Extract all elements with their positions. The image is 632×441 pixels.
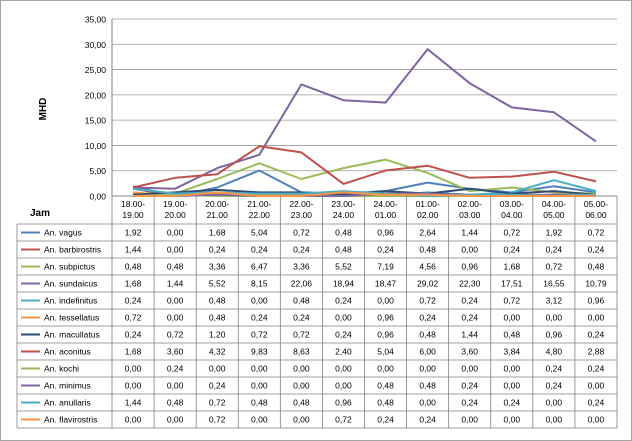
data-label: 1,44 [124,397,142,408]
data-label: 0,72 [335,414,352,425]
category-label: 05.00 [543,210,565,220]
data-label: 5,04 [377,346,394,357]
data-label: 4,80 [545,346,563,357]
data-label: 2,40 [335,346,352,357]
data-label: 0,24 [461,397,478,408]
data-label: 0,00 [166,380,184,391]
data-label: 0,48 [293,397,310,408]
data-label: 0,24 [503,397,521,408]
data-label: 0,00 [545,397,563,408]
data-label: 6,47 [251,261,268,272]
data-label: 1,68 [124,278,142,289]
data-label: 0,00 [377,295,394,306]
data-label: 2,88 [587,346,605,357]
data-table [17,196,617,428]
data-label: 0,24 [461,295,478,306]
data-label: 0,72 [208,414,226,425]
category-label: 20.00 [164,210,186,220]
data-label: 0,48 [419,329,436,340]
category-label: 19.00 [122,210,144,220]
category-label: 03.00 [459,210,481,220]
data-label: 0,72 [545,261,563,272]
data-label: 29,02 [416,278,439,289]
data-label: 0,00 [587,414,605,425]
y-tick-label: 20,00 [84,90,106,101]
series-name-label: An. flavirostris [44,414,98,425]
category-label: 05.00- [583,199,609,209]
data-label: 0,72 [208,397,226,408]
data-label: 1,44 [461,227,478,238]
y-tick-label: 25,00 [84,65,106,76]
data-label: 1,20 [208,329,226,340]
category-label: 24.00 [332,210,355,220]
data-label: 3,12 [545,295,563,306]
data-label: 0,24 [166,363,184,374]
data-label: 0,00 [166,244,184,255]
data-label: 9,83 [251,346,268,357]
data-label: 0,24 [251,312,268,323]
category-label: 22.00 [248,210,270,220]
data-label: 0,00 [251,363,268,374]
data-label: 0,24 [545,363,563,374]
category-label: 21.00- [247,199,272,209]
data-label: 0,00 [124,380,142,391]
data-label: 1,44 [166,278,184,289]
data-label: 0,72 [124,312,142,323]
data-label: 0,72 [503,227,521,238]
data-label: 0,72 [251,329,268,340]
data-label: 0,24 [587,397,605,408]
data-label: 0,24 [251,244,268,255]
data-label: 8,15 [251,278,268,289]
series-name-label: An. indefinitus [44,295,98,306]
x-axis-title: Jam [29,208,51,219]
data-label: 0,00 [251,295,268,306]
data-label: 0,48 [208,312,226,323]
data-label: 0,48 [335,244,352,255]
data-label: 0,24 [545,380,563,391]
category-label: 24.00- [373,199,398,209]
data-label: 0,48 [251,397,268,408]
series-name-label: An. kochi [44,363,79,374]
data-label: 0,00 [335,312,352,323]
data-label: 3,36 [208,261,226,272]
data-label: 0,72 [293,227,310,238]
data-label: 5,52 [208,278,226,289]
data-label: 0,24 [587,244,605,255]
data-label: 1,44 [461,329,478,340]
data-label: 0,00 [461,414,478,425]
data-label: 0,48 [335,227,352,238]
data-label: 0,48 [166,397,184,408]
data-label: 0,00 [335,363,352,374]
series-name-label: An. anullaris [44,397,91,408]
series-name-label: An. sundaicus [44,278,98,289]
data-label: 5,04 [251,227,268,238]
data-label: 0,00 [503,312,521,323]
data-label: 0,24 [293,312,310,323]
data-label: 0,00 [293,363,310,374]
data-label: 0,24 [377,414,394,425]
data-label: 3,60 [166,346,184,357]
data-label: 0,00 [124,414,142,425]
data-label: 0,00 [587,312,605,323]
data-label: 3,60 [461,346,478,357]
data-label: 0,48 [419,380,436,391]
data-label: 0,24 [124,295,142,306]
data-label: 0,24 [419,312,436,323]
data-label: 0,72 [503,295,521,306]
data-label: 0,48 [377,380,394,391]
y-tick-label: 5,00 [89,166,106,177]
category-label: 21.00 [206,210,228,220]
gridlines [112,19,617,196]
data-label: 3,36 [293,261,310,272]
data-label: 0,00 [545,312,563,323]
category-label: 04.00 [501,210,523,220]
data-label: 18,94 [332,278,355,289]
data-label: 0,00 [461,244,478,255]
data-label: 1,92 [124,227,142,238]
data-label: 0,24 [208,380,226,391]
data-label: 6,00 [419,346,436,357]
data-label: 0,00 [503,380,521,391]
series-name-label: An. vagus [44,227,82,238]
data-label: 0,00 [587,380,605,391]
data-label: 0,24 [503,244,521,255]
y-axis-title: MHD [38,97,49,121]
data-label: 0,48 [124,261,142,272]
data-label: 0,24 [377,244,394,255]
category-label: 06.00 [585,210,607,220]
data-label: 5,52 [335,261,352,272]
data-label: 4,56 [419,261,436,272]
data-label: 0,24 [208,244,226,255]
data-label: 0,00 [166,414,184,425]
series-name-label: An. macullatus [44,329,100,340]
data-label: 1,92 [545,227,563,238]
data-label: 0,00 [503,363,521,374]
data-label: 0,24 [293,244,310,255]
data-label: 0,72 [293,329,310,340]
data-label: 0,00 [293,380,310,391]
data-label: 0,96 [587,295,605,306]
data-label: 0,00 [208,363,226,374]
data-label: 0,48 [293,295,310,306]
y-tick-label: 10,00 [84,140,106,151]
data-label: 0,24 [545,244,563,255]
data-label: 0,00 [251,414,268,425]
series-line-3 [133,49,596,189]
data-label: 0,72 [419,295,436,306]
series-name-label: An. tessellatus [44,312,100,323]
series-name-label: An. subpictus [44,261,96,272]
data-label: 1,68 [208,227,226,238]
data-label: 0,72 [587,227,605,238]
category-label: 18.00- [120,199,146,209]
data-label: 8,63 [293,346,310,357]
data-label: 0,24 [335,329,352,340]
data-label: 0,00 [335,380,352,391]
data-label: 0,48 [419,244,436,255]
data-label: 0,96 [377,329,394,340]
category-label: 19.00- [163,199,188,209]
category-label: 02.00 [416,210,439,220]
data-label: 10,79 [585,278,607,289]
data-label: 0,96 [461,261,478,272]
category-label: 20.00- [205,199,230,209]
data-label: 0,24 [587,329,605,340]
data-label: 0,00 [419,397,436,408]
y-tick-label: 0,00 [89,191,106,202]
data-label: 0,48 [503,329,521,340]
data-label: 0,72 [166,329,184,340]
data-label: 0,96 [335,397,352,408]
data-label: 0,96 [545,329,563,340]
category-label: 23.00- [331,199,356,209]
data-label: 0,00 [251,380,268,391]
y-tick-label: 30,00 [84,39,106,50]
data-label: 1,68 [503,261,521,272]
data-label: 16,55 [543,278,565,289]
data-label: 0,24 [335,295,352,306]
data-label: 0,00 [166,227,184,238]
data-label: 0,00 [377,363,394,374]
data-label: 0,96 [377,227,394,238]
data-label: 1,44 [124,244,142,255]
category-label: 22.00- [289,199,314,209]
data-label: 0,00 [419,363,436,374]
data-label: 0,24 [419,414,436,425]
data-label: 0,24 [587,363,605,374]
data-label: 4,32 [208,346,226,357]
y-tick-label: 15,00 [84,115,106,126]
category-label: 01.00 [374,210,397,220]
series-name-label: An. aconitus [44,346,91,357]
data-label: 0,00 [293,414,310,425]
data-label: 0,00 [545,414,563,425]
category-label: 23.00 [290,210,313,220]
data-label: 18,47 [374,278,397,289]
series-name-label: An. barbirostris [44,244,102,255]
data-label: 22,30 [459,278,481,289]
data-label: 0,00 [461,363,478,374]
series-lines [133,49,596,196]
data-label: 7,19 [377,261,394,272]
series-name-label: An. minimus [44,380,91,391]
data-label: 0,48 [587,261,605,272]
data-label: 0,96 [377,312,394,323]
data-label: 0,48 [166,261,184,272]
data-label: 0,00 [166,312,184,323]
data-label: 3,84 [503,346,521,357]
data-label: 0,00 [503,414,521,425]
series-line-7 [133,146,596,187]
data-label: 0,00 [166,295,184,306]
category-label: 02.00- [457,199,482,209]
data-label: 0,24 [461,380,478,391]
category-label: 04.00- [541,199,566,209]
data-label: 0,24 [124,329,142,340]
data-label: 22,06 [290,278,313,289]
data-label: 0,00 [124,363,142,374]
data-label: 1,68 [124,346,142,357]
data-label: 0,48 [377,397,394,408]
y-tick-label: 35,00 [84,14,106,25]
category-label: 01.00- [415,199,440,209]
category-label: 03.00- [499,199,524,209]
data-label: 0,24 [461,312,478,323]
data-label: 17,51 [501,278,523,289]
data-label: 0,48 [208,295,226,306]
data-label: 2,64 [419,227,436,238]
